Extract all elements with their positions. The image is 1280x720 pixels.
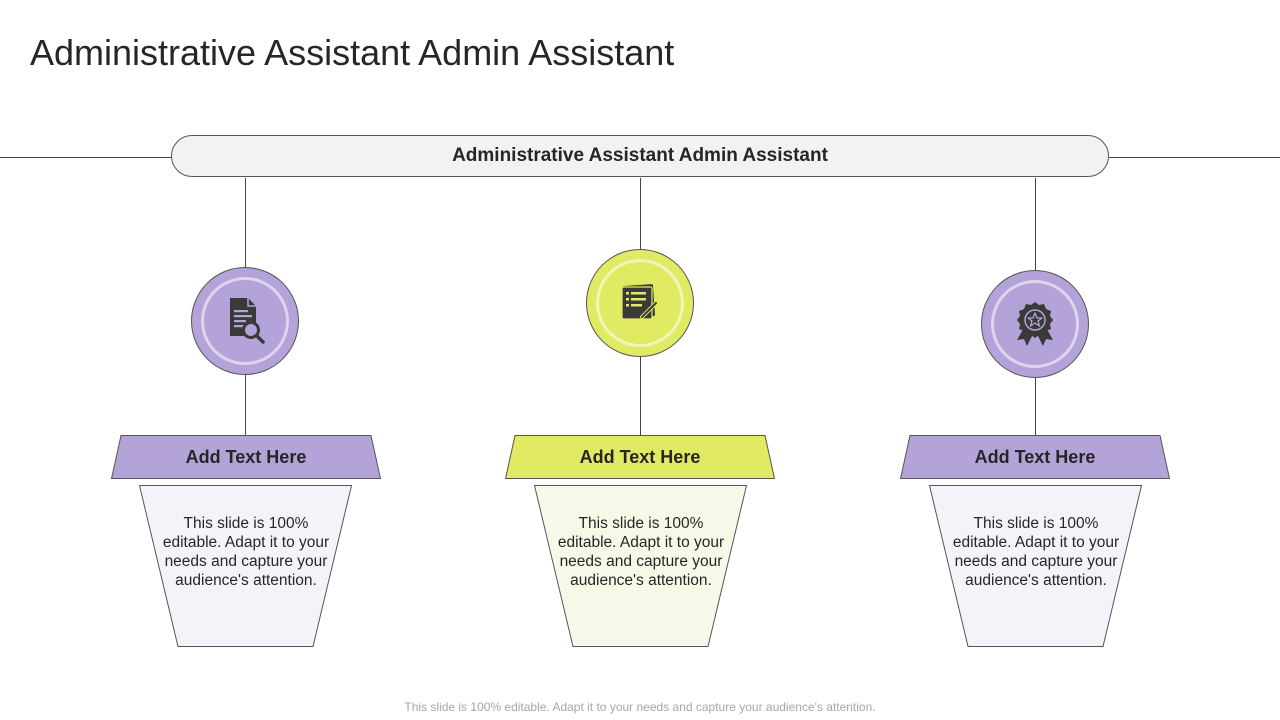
checklist-notes-icon [618,281,662,325]
item-body-box-3 [929,485,1143,647]
item-heading-band-2 [505,435,775,479]
item-heading-band-1 [111,435,381,479]
item-body-box-1 [139,485,353,647]
footer-note: This slide is 100% editable. Adapt it to your needs and capture your audience's attention. [404,700,876,714]
item-body-box-2 [534,485,748,647]
icon-circle-2 [586,249,694,357]
item-body-3: This slide is 100% editable. Adapt it to your needs and capture your audience's attention. [952,515,1120,589]
item-body-1: This slide is 100% editable. Adapt it to your needs and capture your audience's attention. [162,515,330,589]
item-heading-band-3 [900,435,1170,479]
icon-circle-3 [981,270,1089,378]
document-search-icon [222,296,268,346]
item-body-2: This slide is 100% editable. Adapt it to your needs and capture your audience's attention. [557,515,725,589]
connector-line-left [0,157,172,158]
item-heading-2: Add Text Here [579,446,701,467]
slide-title: Administrative Assistant Admin Assistant [30,32,675,73]
award-ribbon-icon [1013,300,1057,348]
item-heading-1: Add Text Here [185,446,307,467]
connector-line-right [1109,157,1280,158]
icon-circle-1 [191,267,299,375]
item-heading-3: Add Text Here [974,446,1096,467]
header-bar: Administrative Assistant Admin Assistant [171,135,1109,177]
